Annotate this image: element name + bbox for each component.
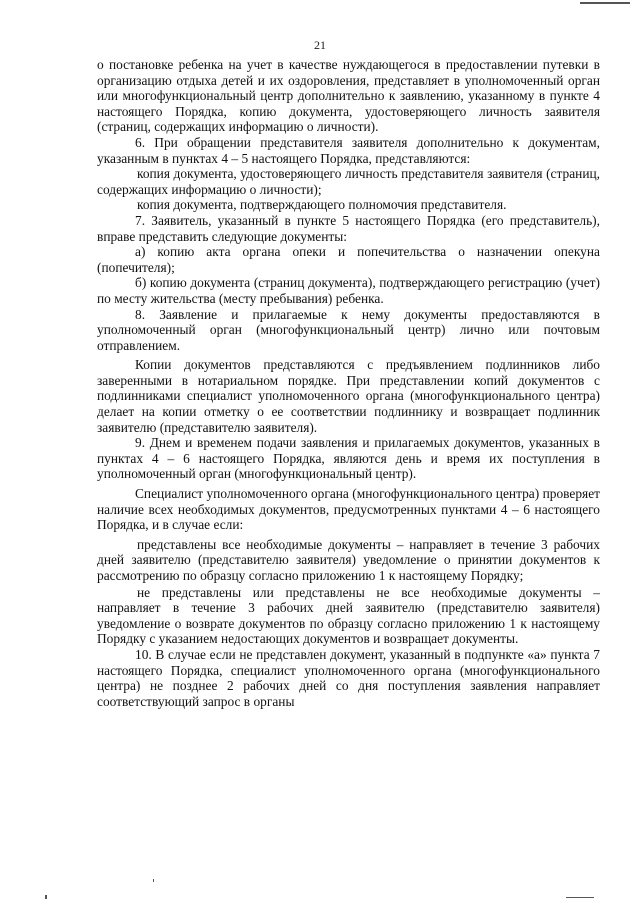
document-body [97, 57, 600, 709]
paragraph-all-documents: представлены все необходимые документы – направляет в течение 3 рабочих дней заявителю (представителю заявителя) уведомление о принятии документов к рассмотрению по образцу согласно приложению 1 к настоящему Порядку; [97, 536, 600, 583]
paragraph-item-8: 8. Заявление и прилагаемые к нему документы предоставляются в уполномоченный орган (многофункциональный центр) лично или почтовым отправлением. [97, 306, 600, 353]
scan-artifact-bottom-right [566, 897, 594, 898]
paragraph-item-7-a: а) копию акта органа опеки и попечительства о назначении опекуна (попечителя); [97, 244, 600, 275]
paragraph-item-6: 6. При обращении представителя заявителя дополнительно к документам, указанным в пунктах 4 – 5 настоящего Порядка, представляются: [97, 134, 600, 166]
paragraph-item-7: 7. Заявитель, указанный в пункте 5 настоящего Порядка (его представитель), вправе представить следующие документы: [97, 212, 600, 244]
scan-artifact-bottom-left [45, 895, 47, 899]
scan-artifact-top [580, 2, 630, 4]
page-number: 21 [314, 38, 326, 52]
paragraph-continuation: о постановке ребенка на учет в качестве нуждающегося в предоставлении путевки в организацию отдыха детей и их оздоровления, представляет в уполномоченный орган или многофункциональный центр дополнительно к заявлению, указанному в пункте 4 настоящего Порядка, копию документа, удостоверяющего личность заявителя (страниц, содержащих информацию о личности). [97, 57, 600, 135]
scan-artifact-bottom-mid [153, 879, 154, 882]
paragraph-item-6-copy-authority: копия документа, подтверждающего полномочия представителя. [137, 197, 507, 213]
paragraph-item-6-copy-identity: копия документа, удостоверяющего личность представителя заявителя (страниц, содержащих информацию о личности); [97, 166, 600, 197]
paragraph-item-7-b: б) копию документа (страниц документа), подтверждающего регистрацию (учет) по месту жительства (месту пребывания) ребенка. [97, 275, 600, 306]
paragraph-item-9: 9. Днем и временем подачи заявления и прилагаемых документов, указанных в пунктах 4 – 6 настоящего Порядка, являются день и время их поступления в уполномоченный орган (многофункциональный центр). [97, 435, 600, 482]
paragraph-item-10: 10. В случае если не представлен документ, указанный в подпункте «а» пункта 7 настоящего Порядка, специалист уполномоченного органа (многофункционального центра) не позднее 2 рабочих дней со дня поступления заявления направляет соответствующий запрос в органы [97, 646, 600, 709]
paragraph-specialist-check: Специалист уполномоченного органа (многофункционального центра) проверяет наличие всех необходимых документов, предусмотренных пунктами 4 – 6 настоящего Порядка, и в случае если: [97, 486, 600, 533]
paragraph-missing-documents: не представлены или представлены не все необходимые документы – направляет в течение 3 рабочих дней заявителю (представителю заявителя) уведомление о возврате документов по образцу согласно приложению 1 к настоящему Порядку с указанием недостающих документов и возвращает документы. [97, 584, 600, 647]
paragraph-copies: Копии документов представляются с предъявлением подлинников либо заверенными в нотариальном порядке. При представлении копий документов с подлинниками специалист уполномоченного органа (многофункционального центра) делает на копии отметку о ее соответствии подлиннику и возвращает подлинник заявителю (представителю заявителя). [97, 357, 600, 435]
